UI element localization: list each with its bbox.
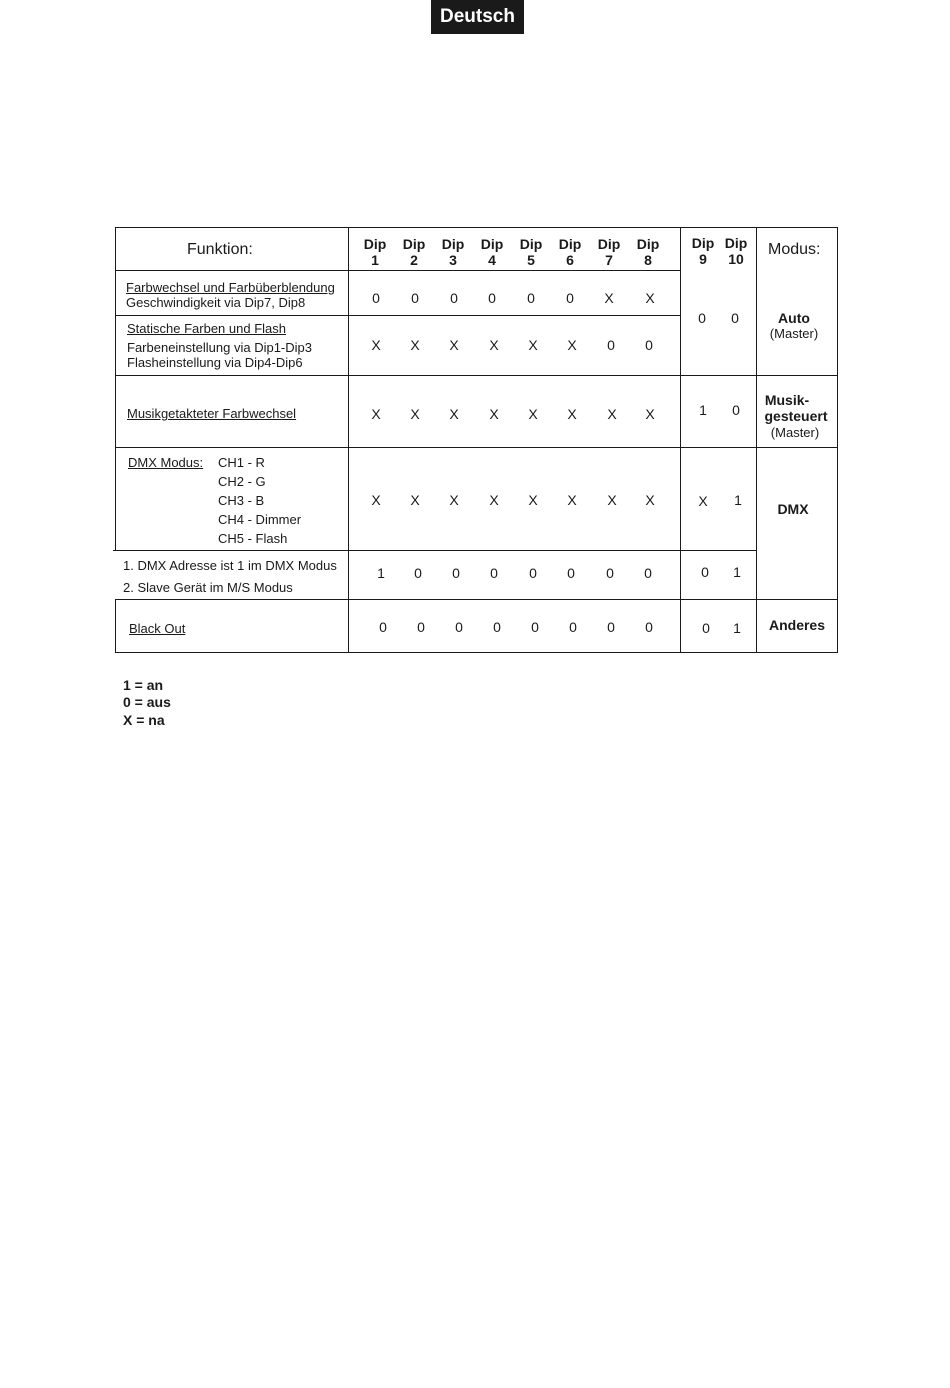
header-funktion: Funktion:	[187, 241, 253, 258]
row3-dip-5: X	[528, 406, 538, 422]
row-divider-5	[115, 599, 838, 600]
table-border-top	[115, 227, 838, 228]
header-dip-7: Dip 7	[597, 236, 621, 268]
row4-line-3: CH3 - B	[218, 493, 265, 508]
row2-dip-2: X	[410, 337, 420, 353]
row-divider-1	[115, 315, 681, 316]
row4-dip-1: X	[371, 492, 381, 508]
musik-dip-10: 0	[732, 402, 740, 418]
row2-title: Statische Farben und Flash	[127, 321, 286, 336]
row5-dip-6: 0	[567, 565, 575, 581]
header-dip-8: Dip 8	[636, 236, 660, 268]
row5-dip-7: 0	[606, 565, 614, 581]
table-border-right	[837, 227, 838, 653]
header-dip-2: Dip 2	[402, 236, 426, 268]
mode-musik-line1: Musik-	[764, 392, 810, 408]
dmx-dip-10: 1	[734, 492, 742, 508]
mode-musik-line2: gesteuert	[764, 408, 828, 424]
row1-dip-3: 0	[450, 290, 458, 306]
row4-dip-4: X	[489, 492, 499, 508]
row-divider-3	[115, 447, 838, 448]
row2-dip-5: X	[528, 337, 538, 353]
row6-dip-3: 0	[455, 619, 463, 635]
row4-dip-7: X	[607, 492, 617, 508]
row4-title: DMX Modus:	[128, 455, 204, 470]
row1-dip-4: 0	[488, 290, 496, 306]
divider-funktion	[348, 227, 349, 653]
mode-anderes: Anderes	[768, 617, 826, 633]
row2-line-1: Farbeneinstellung via Dip1-Dip3	[127, 340, 312, 355]
legend-an: 1 = an	[123, 677, 164, 693]
row2-dip-7: 0	[607, 337, 615, 353]
row-divider-2	[115, 375, 838, 376]
row5-line-2: 2. Slave Gerät im M/S Modus	[123, 580, 293, 595]
row1-dip-2: 0	[411, 290, 419, 306]
row2-dip-6: X	[567, 337, 577, 353]
row2-dip-8: 0	[645, 337, 653, 353]
header-dip-3: Dip 3	[441, 236, 465, 268]
legend-aus: 0 = aus	[123, 694, 171, 710]
row4-dip-2: X	[410, 492, 420, 508]
legend-na: X = na	[123, 712, 165, 728]
row-divider-4	[113, 550, 756, 551]
row6-dip-4: 0	[493, 619, 501, 635]
header-dip-1: Dip 1	[363, 236, 387, 268]
header-dip-9: Dip 9	[691, 235, 715, 267]
row4-dip-3: X	[449, 492, 459, 508]
auto-dip-10: 0	[731, 310, 739, 326]
row6-dip-2: 0	[417, 619, 425, 635]
row4-line-4: CH4 - Dimmer	[218, 512, 302, 527]
row3-dip-4: X	[489, 406, 499, 422]
row2-dip-4: X	[489, 337, 499, 353]
row1-title: Farbwechsel und Farbüberblendung	[126, 280, 335, 295]
table-border-left-lower	[115, 600, 116, 653]
row1-dip-8: X	[645, 290, 655, 306]
row4-dip-5: X	[528, 492, 538, 508]
header-dip-10: Dip 10	[724, 235, 748, 267]
row6-dip-5: 0	[531, 619, 539, 635]
row6-dip-1: 0	[379, 619, 387, 635]
table-border-left	[115, 227, 116, 550]
header-dip-4: Dip 4	[480, 236, 504, 268]
row2-dip-3: X	[449, 337, 459, 353]
row5-dip-5: 0	[529, 565, 537, 581]
mode-dmx: DMX	[777, 501, 809, 517]
row1-line-1: Geschwindigkeit via Dip7, Dip8	[126, 295, 306, 310]
mode-auto: Auto	[778, 310, 810, 326]
row5-line-1: 1. DMX Adresse ist 1 im DMX Modus	[123, 558, 337, 573]
header-dip-6: Dip 6	[558, 236, 582, 268]
row4-line-1: CH1 - R	[218, 455, 265, 470]
mode-musik-sub: (Master)	[770, 425, 820, 440]
blackout-dip-9: 0	[702, 620, 710, 636]
row4-line-2: CH2 - G	[218, 474, 266, 489]
row1-dip-7: X	[604, 290, 614, 306]
row3-dip-2: X	[410, 406, 420, 422]
row5-dip-8: 0	[644, 565, 652, 581]
row-divider-header	[115, 270, 681, 271]
table-border-bottom	[115, 652, 838, 653]
row6-dip-6: 0	[569, 619, 577, 635]
row4-line-5: CH5 - Flash	[218, 531, 288, 546]
row5-dip-3: 0	[452, 565, 460, 581]
dmx-dip-9: X	[698, 493, 708, 509]
row3-dip-6: X	[567, 406, 577, 422]
auto-dip-9: 0	[698, 310, 706, 326]
row4-dip-6: X	[567, 492, 577, 508]
row5-dip-1: 1	[377, 565, 385, 581]
row2-line-2: Flasheinstellung via Dip4-Dip6	[127, 355, 303, 370]
header-dip-5: Dip 5	[519, 236, 543, 268]
slave-dip-10: 1	[733, 564, 741, 580]
row2-dip-1: X	[371, 337, 381, 353]
mode-auto-sub: (Master)	[769, 326, 819, 341]
row3-title: Musikgetakteter Farbwechsel	[127, 406, 297, 421]
row3-dip-8: X	[645, 406, 655, 422]
row3-dip-7: X	[607, 406, 617, 422]
row1-dip-6: 0	[566, 290, 574, 306]
row3-dip-1: X	[371, 406, 381, 422]
header-modus: Modus:	[768, 241, 821, 258]
language-tab: Deutsch	[431, 0, 524, 34]
row5-dip-4: 0	[490, 565, 498, 581]
blackout-dip-10: 1	[733, 620, 741, 636]
row1-dip-5: 0	[527, 290, 535, 306]
slave-dip-9: 0	[701, 564, 709, 580]
row1-dip-1: 0	[372, 290, 380, 306]
divider-dip10-modus	[756, 227, 757, 653]
row6-dip-8: 0	[645, 619, 653, 635]
row3-dip-3: X	[449, 406, 459, 422]
divider-dip8-dip9	[680, 227, 681, 653]
row6-title: Black Out	[129, 621, 186, 636]
row6-dip-7: 0	[607, 619, 615, 635]
row4-dip-8: X	[645, 492, 655, 508]
row5-dip-2: 0	[414, 565, 422, 581]
musik-dip-9: 1	[699, 402, 707, 418]
